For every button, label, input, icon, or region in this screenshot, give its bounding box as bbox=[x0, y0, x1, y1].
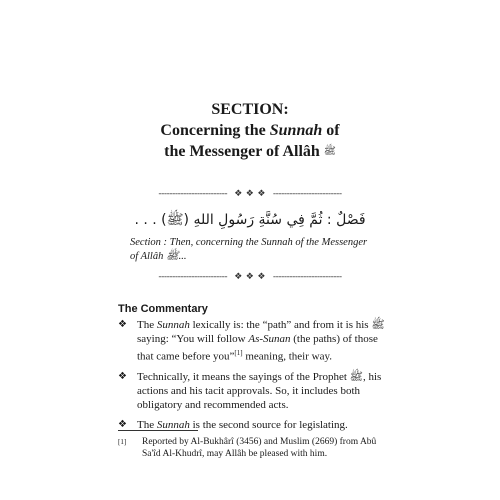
heading-line-3-text: the Messenger of Allâh bbox=[164, 143, 320, 160]
divider-dashes-right: ------------------------- bbox=[272, 272, 342, 282]
item-italic: Sunnah bbox=[156, 418, 190, 431]
commentary-list bbox=[118, 318, 388, 438]
list-item bbox=[118, 370, 388, 412]
bullet-diamond-icon: ❖ bbox=[118, 370, 127, 382]
item-text: The bbox=[137, 418, 157, 431]
translation-text: Section : Then, concerning the Sunnah of the Messenger of Allâh ﷺ... bbox=[130, 237, 368, 262]
honorific-icon: ﷺ bbox=[323, 146, 336, 157]
bullet-diamond-icon: ❖ bbox=[118, 418, 127, 430]
divider-dashes-left: ------------------------- bbox=[158, 272, 228, 282]
bullet-diamond-icon: ❖ bbox=[118, 319, 127, 330]
divider-stars: ❖ ❖ ❖ bbox=[234, 272, 266, 282]
top-divider bbox=[0, 189, 500, 199]
item-text: (the paths) of those that came before you” bbox=[137, 333, 378, 363]
item-text: meaning, their way. bbox=[242, 350, 332, 363]
footnote bbox=[118, 436, 383, 460]
item-italic: As-Sunan bbox=[248, 333, 291, 345]
list-item bbox=[118, 318, 388, 364]
commentary-title: The Commentary bbox=[118, 303, 208, 315]
section-heading bbox=[0, 99, 500, 162]
heading-line-2-suffix: of bbox=[322, 122, 340, 139]
item-text: The bbox=[137, 319, 157, 331]
footnote-number: [1] bbox=[118, 438, 127, 446]
arabic-text: فَصْلٌ : ثُمَّ فِي سُنَّةِ رَسُولِ اللهِ (ﷺ) . . . bbox=[134, 212, 366, 228]
footnote-text: Reported by Al-Bukhârî (3456) and Muslim (2669) from Abû Sa'îd Al-Khudrî, may Allâh be pleased with him. bbox=[142, 437, 377, 459]
heading-line-2 bbox=[0, 120, 500, 141]
divider-stars: ❖ ❖ ❖ bbox=[234, 189, 266, 199]
divider-dashes-right: ------------------------- bbox=[272, 189, 342, 199]
heading-sunnah-word: Sunnah bbox=[269, 122, 323, 139]
heading-line-2-prefix: Concerning the bbox=[160, 122, 270, 139]
heading-line-3 bbox=[0, 141, 500, 162]
item-text: lexically is: the “path” and from it is his ﷺ saying: “You will follow bbox=[137, 319, 385, 345]
item-italic: Sunnah bbox=[156, 319, 190, 331]
heading-line-1: SECTION: bbox=[211, 101, 289, 118]
bottom-divider bbox=[0, 272, 500, 282]
item-text: Technically, it means the sayings of the Prophet ﷺ, his actions and his tacit approvals. So, it includes both obligatory and recommended acts. bbox=[137, 370, 382, 411]
divider-dashes-left: ------------------------- bbox=[158, 189, 228, 199]
footnote-rule bbox=[118, 430, 198, 431]
item-text: is the second source for legislating. bbox=[189, 418, 348, 431]
footnote-ref[interactable]: [1] bbox=[234, 349, 243, 357]
